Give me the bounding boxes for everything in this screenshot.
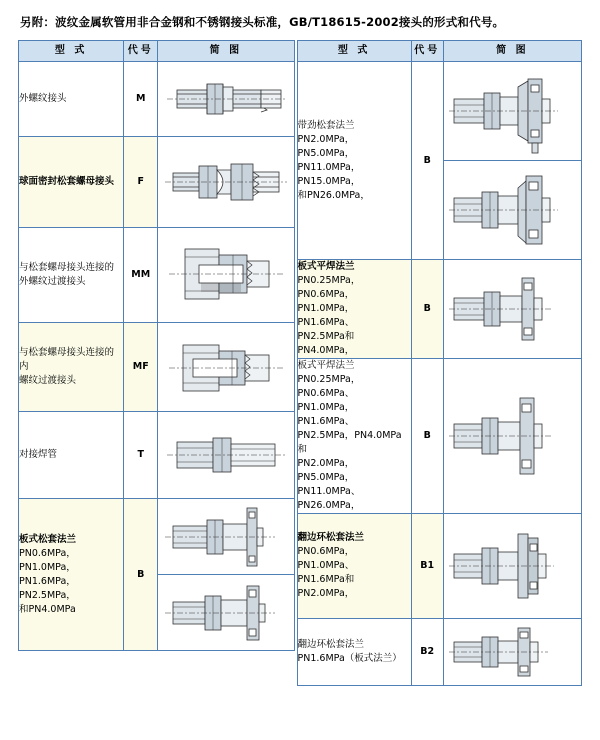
plate-lap-joint-flange-drawing-2	[163, 578, 289, 648]
figure-cell	[158, 62, 294, 137]
header-figure: 简 图	[443, 41, 581, 62]
type-cell: 板式平焊法兰 PN0.25MPa，PN0.6MPa、 PN1.0MPa，PN1.6MPa、 PN2.5MPa，PN4.0MPa 和 PN2.0MPa，PN5.0MPa， PN11.0MPa、PN26.0MPa，	[297, 359, 411, 514]
table-row	[297, 62, 581, 161]
type-cell: 板式平焊法兰 PN0.25MPa，PN0.6MPa， PN1.0MPa，PN1.6MPa、 PN2.5MPa和PN4.0MPa，	[297, 260, 411, 359]
page-title: 另附：波纹金属软管用非合金钢和不锈钢接头标准，GB/T18615-2002接头的形式和代号。	[20, 15, 505, 29]
type-cell: 翻边环松套法兰 PN1.6MPa（板式法兰）	[297, 619, 411, 686]
figure-cell	[158, 323, 294, 412]
table-row	[19, 137, 295, 228]
figure-cell	[443, 359, 581, 514]
butt-weld-pipe-drawing	[163, 420, 289, 490]
figure-cell	[158, 137, 294, 228]
table-row	[297, 359, 581, 514]
figure-cell	[443, 514, 581, 619]
table-header-row	[297, 41, 581, 62]
figure-cell	[443, 260, 581, 359]
table-row	[297, 514, 581, 619]
code-cell: B1	[411, 514, 443, 619]
figure-cell	[443, 619, 581, 686]
ribbed-lap-joint-flange-drawing-1	[448, 65, 576, 157]
code-cell: B	[411, 62, 443, 260]
plate-lap-joint-flange-drawing-1	[163, 502, 289, 572]
table-row	[19, 499, 295, 575]
type-cell: 对接焊管	[19, 412, 124, 499]
female-thread-transition-drawing	[163, 329, 289, 405]
header-code: 代号	[124, 41, 158, 62]
type-cell: 与松套螺母接头连接的内 螺纹过渡接头	[19, 323, 124, 412]
table-row	[19, 228, 295, 323]
male-thread-transition-drawing	[163, 235, 289, 315]
figure-cell	[443, 161, 581, 260]
code-cell: B	[124, 499, 158, 651]
table-header-row	[19, 41, 295, 62]
code-cell: B2	[411, 619, 443, 686]
type-cell: 与松套螺母接头连接的 外螺纹过渡接头	[19, 228, 124, 323]
code-cell: B	[411, 359, 443, 514]
code-cell: F	[124, 137, 158, 228]
spherical-seal-union-nut-drawing	[163, 146, 289, 218]
figure-cell	[158, 499, 294, 575]
spec-tables	[18, 40, 582, 686]
type-cell: 外螺纹接头	[19, 62, 124, 137]
figure-cell	[158, 412, 294, 499]
right-spec-table	[297, 40, 582, 686]
plate-slip-on-flange-drawing-2	[448, 384, 576, 488]
stub-end-lap-flange-drawing	[448, 520, 576, 612]
code-cell: MM	[124, 228, 158, 323]
table-row	[19, 412, 295, 499]
code-cell: M	[124, 62, 158, 137]
header-figure: 简 图	[158, 41, 294, 62]
table-row	[19, 323, 295, 412]
stub-end-lap-flange-plate-drawing	[448, 622, 576, 682]
plate-slip-on-flange-drawing-1	[448, 268, 576, 350]
header-code: 代号	[411, 41, 443, 62]
type-cell: 带劲松套法兰 PN2.0MPa，PN5.0MPa， PN11.0MPa，PN15.0MPa， 和PN26.0MPa，	[297, 62, 411, 260]
left-spec-table	[18, 40, 295, 651]
code-cell: MF	[124, 323, 158, 412]
table-row	[297, 619, 581, 686]
header-type: 型 式	[297, 41, 411, 62]
figure-cell	[158, 575, 294, 651]
figure-cell	[443, 62, 581, 161]
table-row	[19, 62, 295, 137]
table-row	[297, 260, 581, 359]
ribbed-lap-joint-flange-drawing-2	[448, 164, 576, 256]
type-cell: 球面密封松套螺母接头	[19, 137, 124, 228]
code-cell: T	[124, 412, 158, 499]
threaded-male-union-drawing	[163, 68, 289, 130]
header-type: 型 式	[19, 41, 124, 62]
code-cell: B	[411, 260, 443, 359]
figure-cell	[158, 228, 294, 323]
type-cell: 板式松套法兰 PN0.6MPa，PN1.0MPa， PN1.6MPa，PN2.5MPa， 和PN4.0MPa	[19, 499, 124, 651]
type-cell: 翻边环松套法兰 PN0.6MPa，PN1.0MPa、 PN1.6MPa和PN2.0MPa，	[297, 514, 411, 619]
